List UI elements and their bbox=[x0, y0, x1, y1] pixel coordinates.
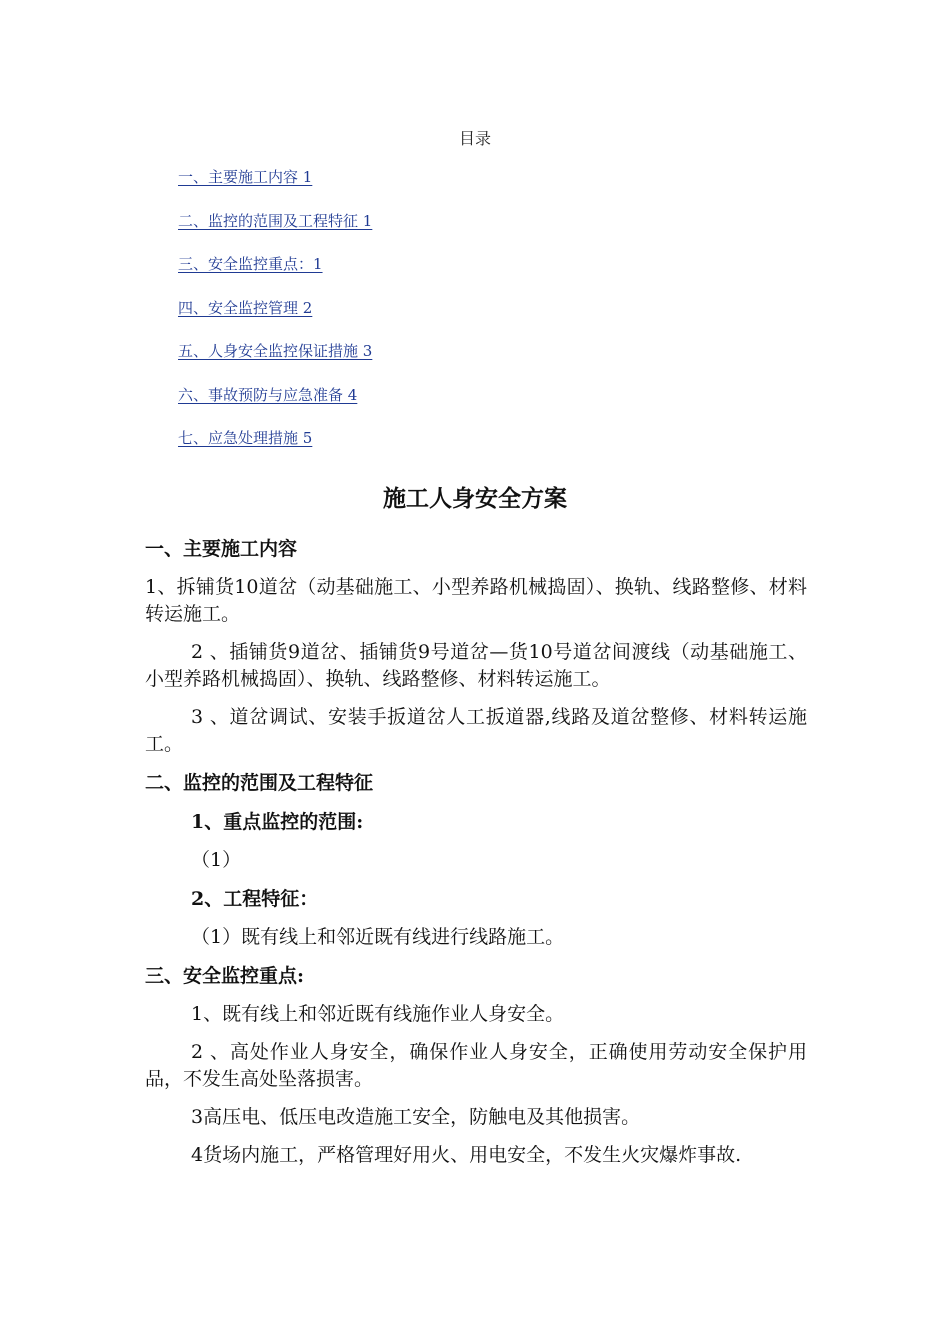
toc-link-section-4[interactable]: 四、安全监控管理 2 bbox=[178, 298, 313, 317]
toc-title: 目录 bbox=[458, 129, 491, 148]
section-1-paragraph-1: 1、拆铺货10道岔（动基础施工、小型养路机械捣固）、换轨、线路整修、材料转运施工。 bbox=[145, 576, 807, 625]
toc-link-section-5[interactable]: 五、人身安全监控保证措施 3 bbox=[178, 342, 373, 360]
section-3-paragraph-1: 1、既有线上和邻近既有线施作业人身安全。 bbox=[191, 1003, 565, 1025]
section-1-heading: 一、主要施工内容 bbox=[145, 538, 298, 560]
table-of-contents bbox=[178, 167, 372, 472]
section-2-subheading-2: 2、工程特征： bbox=[191, 888, 319, 910]
document-body bbox=[145, 535, 807, 1180]
toc-link-section-7[interactable]: 七、应急处理措施 5 bbox=[178, 429, 313, 447]
toc-link-section-3[interactable]: 三、安全监控重点：1 bbox=[178, 255, 323, 273]
section-2-heading: 二、监控的范围及工程特征 bbox=[145, 772, 374, 794]
section-2-paragraph-2: （1）既有线上和邻近既有线进行线路施工。 bbox=[191, 926, 565, 948]
section-3-paragraph-4: 4货场内施工，严格管理好用火、用电安全，不发生火灾爆炸事故. bbox=[191, 1144, 742, 1166]
section-2-paragraph-1: （1） bbox=[191, 849, 242, 871]
toc-link-section-1[interactable]: 一、主要施工内容 1 bbox=[178, 168, 313, 186]
section-3-heading: 三、安全监控重点: bbox=[145, 965, 305, 987]
section-3-paragraph-2: 2 、高处作业人身安全，确保作业人身安全，正确使用劳动安全保护用品，不发生高处坠落损害。 bbox=[145, 1041, 807, 1090]
document-title: 施工人身安全方案 bbox=[383, 485, 567, 512]
toc-link-section-6[interactable]: 六、事故预防与应急准备 4 bbox=[178, 385, 358, 404]
section-1-paragraph-3: 3 、道岔调试、安装手扳道岔人工扳道器,线路及道岔整修、材料转运施工。 bbox=[145, 706, 807, 755]
section-3-paragraph-3: 3高压电、低压电改造施工安全，防触电及其他损害。 bbox=[191, 1106, 641, 1128]
toc-link-section-2[interactable]: 二、监控的范围及工程特征 1 bbox=[178, 211, 373, 230]
section-2-subheading-1: 1、重点监控的范围: bbox=[191, 811, 364, 833]
section-1-paragraph-2: 2 、插铺货9道岔、插铺货9号道岔—货10号道岔间渡线（动基础施工、小型养路机械捣固）、换轨、线路整修、材料转运施工。 bbox=[145, 641, 807, 690]
